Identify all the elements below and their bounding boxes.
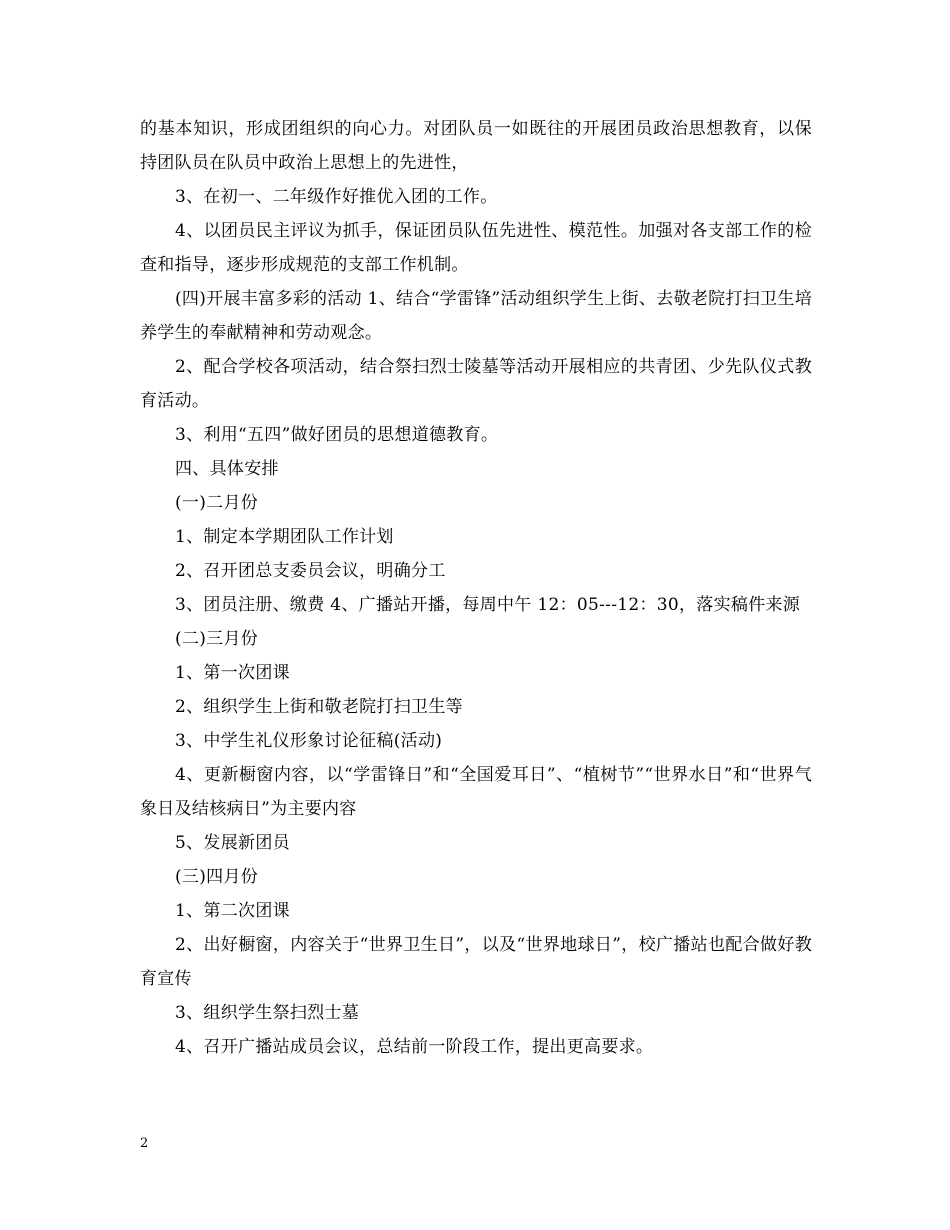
document-body	[140, 112, 812, 1064]
paragraph: 3、利用“五四”做好团员的思想道德教育。	[175, 425, 499, 445]
subsection-heading: (三)四月份	[175, 867, 259, 887]
list-item: 2、组织学生上街和敬老院打扫卫生等	[175, 697, 463, 717]
paragraph: 3、在初一、二年级作好推优入团的工作。	[175, 187, 498, 207]
list-item: 3、团员注册、缴费 4、广播站开播，每周中午 12：05---12：30，落实稿件来源	[175, 595, 801, 615]
list-item: 2、召开团总支委员会议，明确分工	[175, 561, 446, 581]
list-item: 4、更新橱窗内容，以“学雷锋日”和“全国爱耳日”、“植树节”“世界水日”和“世界气象日及结核病日”为主要内容	[140, 765, 812, 819]
list-item: 1、制定本学期团队工作计划	[175, 527, 394, 547]
list-item: 4、召开广播站成员会议，总结前一阶段工作，提出更高要求。	[175, 1037, 654, 1057]
list-item: 3、中学生礼仪形象讨论征稿(活动)	[175, 731, 443, 751]
list-item: 5、发展新团员	[175, 833, 290, 853]
paragraph: 2、配合学校各项活动，结合祭扫烈士陵墓等活动开展相应的共青团、少先队仪式教育活动。	[140, 357, 812, 411]
paragraph: 的基本知识，形成团组织的向心力。对团队员一如既往的开展团员政治思想教育，以保持团队员在队员中政治上思想上的先进性，	[140, 119, 812, 173]
section-heading: 四、具体安排	[175, 459, 279, 479]
list-item: 1、第二次团课	[175, 901, 290, 921]
subsection-heading: (二)三月份	[175, 629, 259, 649]
subsection-heading: (一)二月份	[175, 493, 259, 513]
paragraph: (四)开展丰富多彩的活动 1、结合“学雷锋”活动组织学生上街、去敬老院打扫卫生培养学生的奉献精神和劳动观念。	[140, 289, 812, 343]
page-number: 2	[140, 1136, 149, 1151]
paragraph: 4、以团员民主评议为抓手，保证团员队伍先进性、模范性。加强对各支部工作的检查和指导，逐步形成规范的支部工作机制。	[140, 221, 812, 275]
list-item: 2、出好橱窗，内容关于“世界卫生日”，以及“世界地球日”，校广播站也配合做好教育宣传	[140, 935, 812, 989]
list-item: 3、组织学生祭扫烈士墓	[175, 1003, 360, 1023]
list-item: 1、第一次团课	[175, 663, 290, 683]
